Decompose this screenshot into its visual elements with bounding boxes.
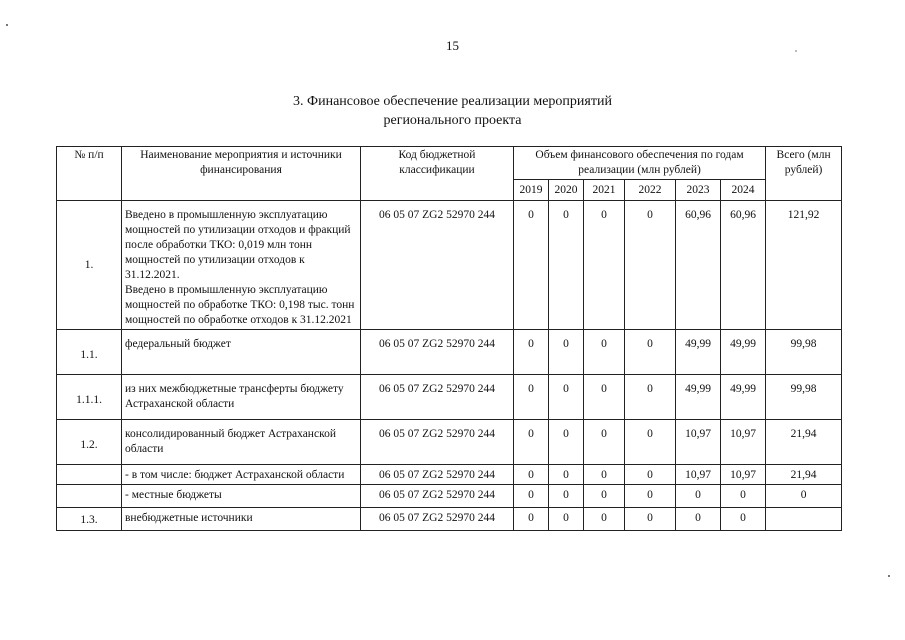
row-value-2019: 0 <box>514 420 549 465</box>
row-name <box>122 201 361 330</box>
row-value-2022: 0 <box>625 465 676 485</box>
row-value-2019: 0 <box>514 485 549 508</box>
row-value-2022: 0 <box>625 508 676 531</box>
header-num: № п/п <box>57 147 122 201</box>
section-title-line-2: регионального проекта <box>383 113 522 128</box>
row-value-2023: 10,97 <box>676 420 721 465</box>
row-value-2023: 0 <box>676 485 721 508</box>
row-value-2019: 0 <box>514 330 549 375</box>
row-value-2022: 0 <box>625 201 676 330</box>
row-value-2024: 0 <box>721 508 766 531</box>
row-value-2023: 60,96 <box>676 201 721 330</box>
row-value-2020: 0 <box>549 465 584 485</box>
row-value-2023: 49,99 <box>676 375 721 420</box>
row-name-line: Введено в промышленную эксплуатацию мощностей по обработке ТКО: 0,198 тыс. тонн мощностей по обработке отходов к 31.12.2021 <box>125 284 355 326</box>
row-value-2021: 0 <box>584 508 625 531</box>
scan-speck <box>888 575 890 577</box>
row-value-2020: 0 <box>549 375 584 420</box>
row-name: внебюджетные источники <box>122 508 361 531</box>
row-value-2019: 0 <box>514 375 549 420</box>
row-value-2020: 0 <box>549 508 584 531</box>
row-value-2021: 0 <box>584 375 625 420</box>
row-name: федеральный бюджет <box>122 330 361 375</box>
row-num: 1.1. <box>57 330 122 375</box>
table-row <box>57 330 842 375</box>
header-volume: Объем финансового обеспечения по годам реализации (млн рублей) <box>514 147 766 180</box>
row-value-2019: 0 <box>514 465 549 485</box>
row-code: 06 05 07 ZG2 52970 244 <box>361 420 514 465</box>
row-total: 21,94 <box>766 420 842 465</box>
row-value-2022: 0 <box>625 330 676 375</box>
scan-speck <box>6 24 8 26</box>
row-num: 1.1.1. <box>57 375 122 420</box>
row-value-2022: 0 <box>625 420 676 465</box>
row-value-2020: 0 <box>549 330 584 375</box>
row-code: 06 05 07 ZG2 52970 244 <box>361 485 514 508</box>
header-year-2021: 2021 <box>584 180 625 201</box>
row-value-2023: 10,97 <box>676 465 721 485</box>
row-name: консолидированный бюджет Астраханской области <box>122 420 361 465</box>
header-year-2022: 2022 <box>625 180 676 201</box>
row-value-2021: 0 <box>584 420 625 465</box>
row-num: 1. <box>57 201 122 330</box>
header-year-2024: 2024 <box>721 180 766 201</box>
row-name: из них межбюджетные трансферты бюджету Астраханской области <box>122 375 361 420</box>
header-code: Код бюджетной классификации <box>361 147 514 201</box>
row-name: - местные бюджеты <box>122 485 361 508</box>
table-row <box>57 465 842 485</box>
row-value-2023: 0 <box>676 508 721 531</box>
row-total <box>766 508 842 531</box>
row-value-2024: 49,99 <box>721 375 766 420</box>
row-value-2019: 0 <box>514 508 549 531</box>
row-name: - в том числе: бюджет Астраханской области <box>122 465 361 485</box>
row-value-2021: 0 <box>584 201 625 330</box>
row-value-2020: 0 <box>549 201 584 330</box>
section-title <box>0 92 905 130</box>
table-row <box>57 201 842 330</box>
row-name-line: Введено в промышленную эксплуатацию мощностей по утилизации отходов и фракций после обработки ТКО: 0,019 млн тонн мощностей по утилизации отходов к 31.12.2021. <box>125 209 351 281</box>
row-code: 06 05 07 ZG2 52970 244 <box>361 375 514 420</box>
row-total: 99,98 <box>766 375 842 420</box>
row-num <box>57 485 122 508</box>
row-value-2021: 0 <box>584 485 625 508</box>
section-title-line-1: 3. Финансовое обеспечение реализации мероприятий <box>293 94 612 109</box>
row-value-2021: 0 <box>584 330 625 375</box>
table-row <box>57 420 842 465</box>
row-value-2020: 0 <box>549 485 584 508</box>
header-year-2019: 2019 <box>514 180 549 201</box>
row-value-2022: 0 <box>625 485 676 508</box>
header-total: Всего (млн рублей) <box>766 147 842 201</box>
row-code: 06 05 07 ZG2 52970 244 <box>361 330 514 375</box>
row-value-2019: 0 <box>514 201 549 330</box>
row-value-2024: 0 <box>721 485 766 508</box>
row-value-2024: 60,96 <box>721 201 766 330</box>
row-value-2022: 0 <box>625 375 676 420</box>
table-row <box>57 508 842 531</box>
row-code: 06 05 07 ZG2 52970 244 <box>361 465 514 485</box>
row-num: 1.3. <box>57 508 122 531</box>
row-code: 06 05 07 ZG2 52970 244 <box>361 201 514 330</box>
row-num <box>57 465 122 485</box>
table-row <box>57 485 842 508</box>
row-value-2020: 0 <box>549 420 584 465</box>
header-row <box>57 147 842 180</box>
row-num: 1.2. <box>57 420 122 465</box>
row-value-2024: 49,99 <box>721 330 766 375</box>
row-total: 21,94 <box>766 465 842 485</box>
scan-speck <box>795 50 797 52</box>
table-row <box>57 375 842 420</box>
row-total: 121,92 <box>766 201 842 330</box>
row-value-2024: 10,97 <box>721 465 766 485</box>
header-year-2023: 2023 <box>676 180 721 201</box>
row-value-2021: 0 <box>584 465 625 485</box>
financing-table <box>56 146 842 531</box>
row-code: 06 05 07 ZG2 52970 244 <box>361 508 514 531</box>
row-total: 0 <box>766 485 842 508</box>
row-value-2024: 10,97 <box>721 420 766 465</box>
header-year-2020: 2020 <box>549 180 584 201</box>
header-name: Наименование мероприятия и источники финансирования <box>122 147 361 201</box>
row-value-2023: 49,99 <box>676 330 721 375</box>
row-total: 99,98 <box>766 330 842 375</box>
page-number: 15 <box>446 38 459 53</box>
